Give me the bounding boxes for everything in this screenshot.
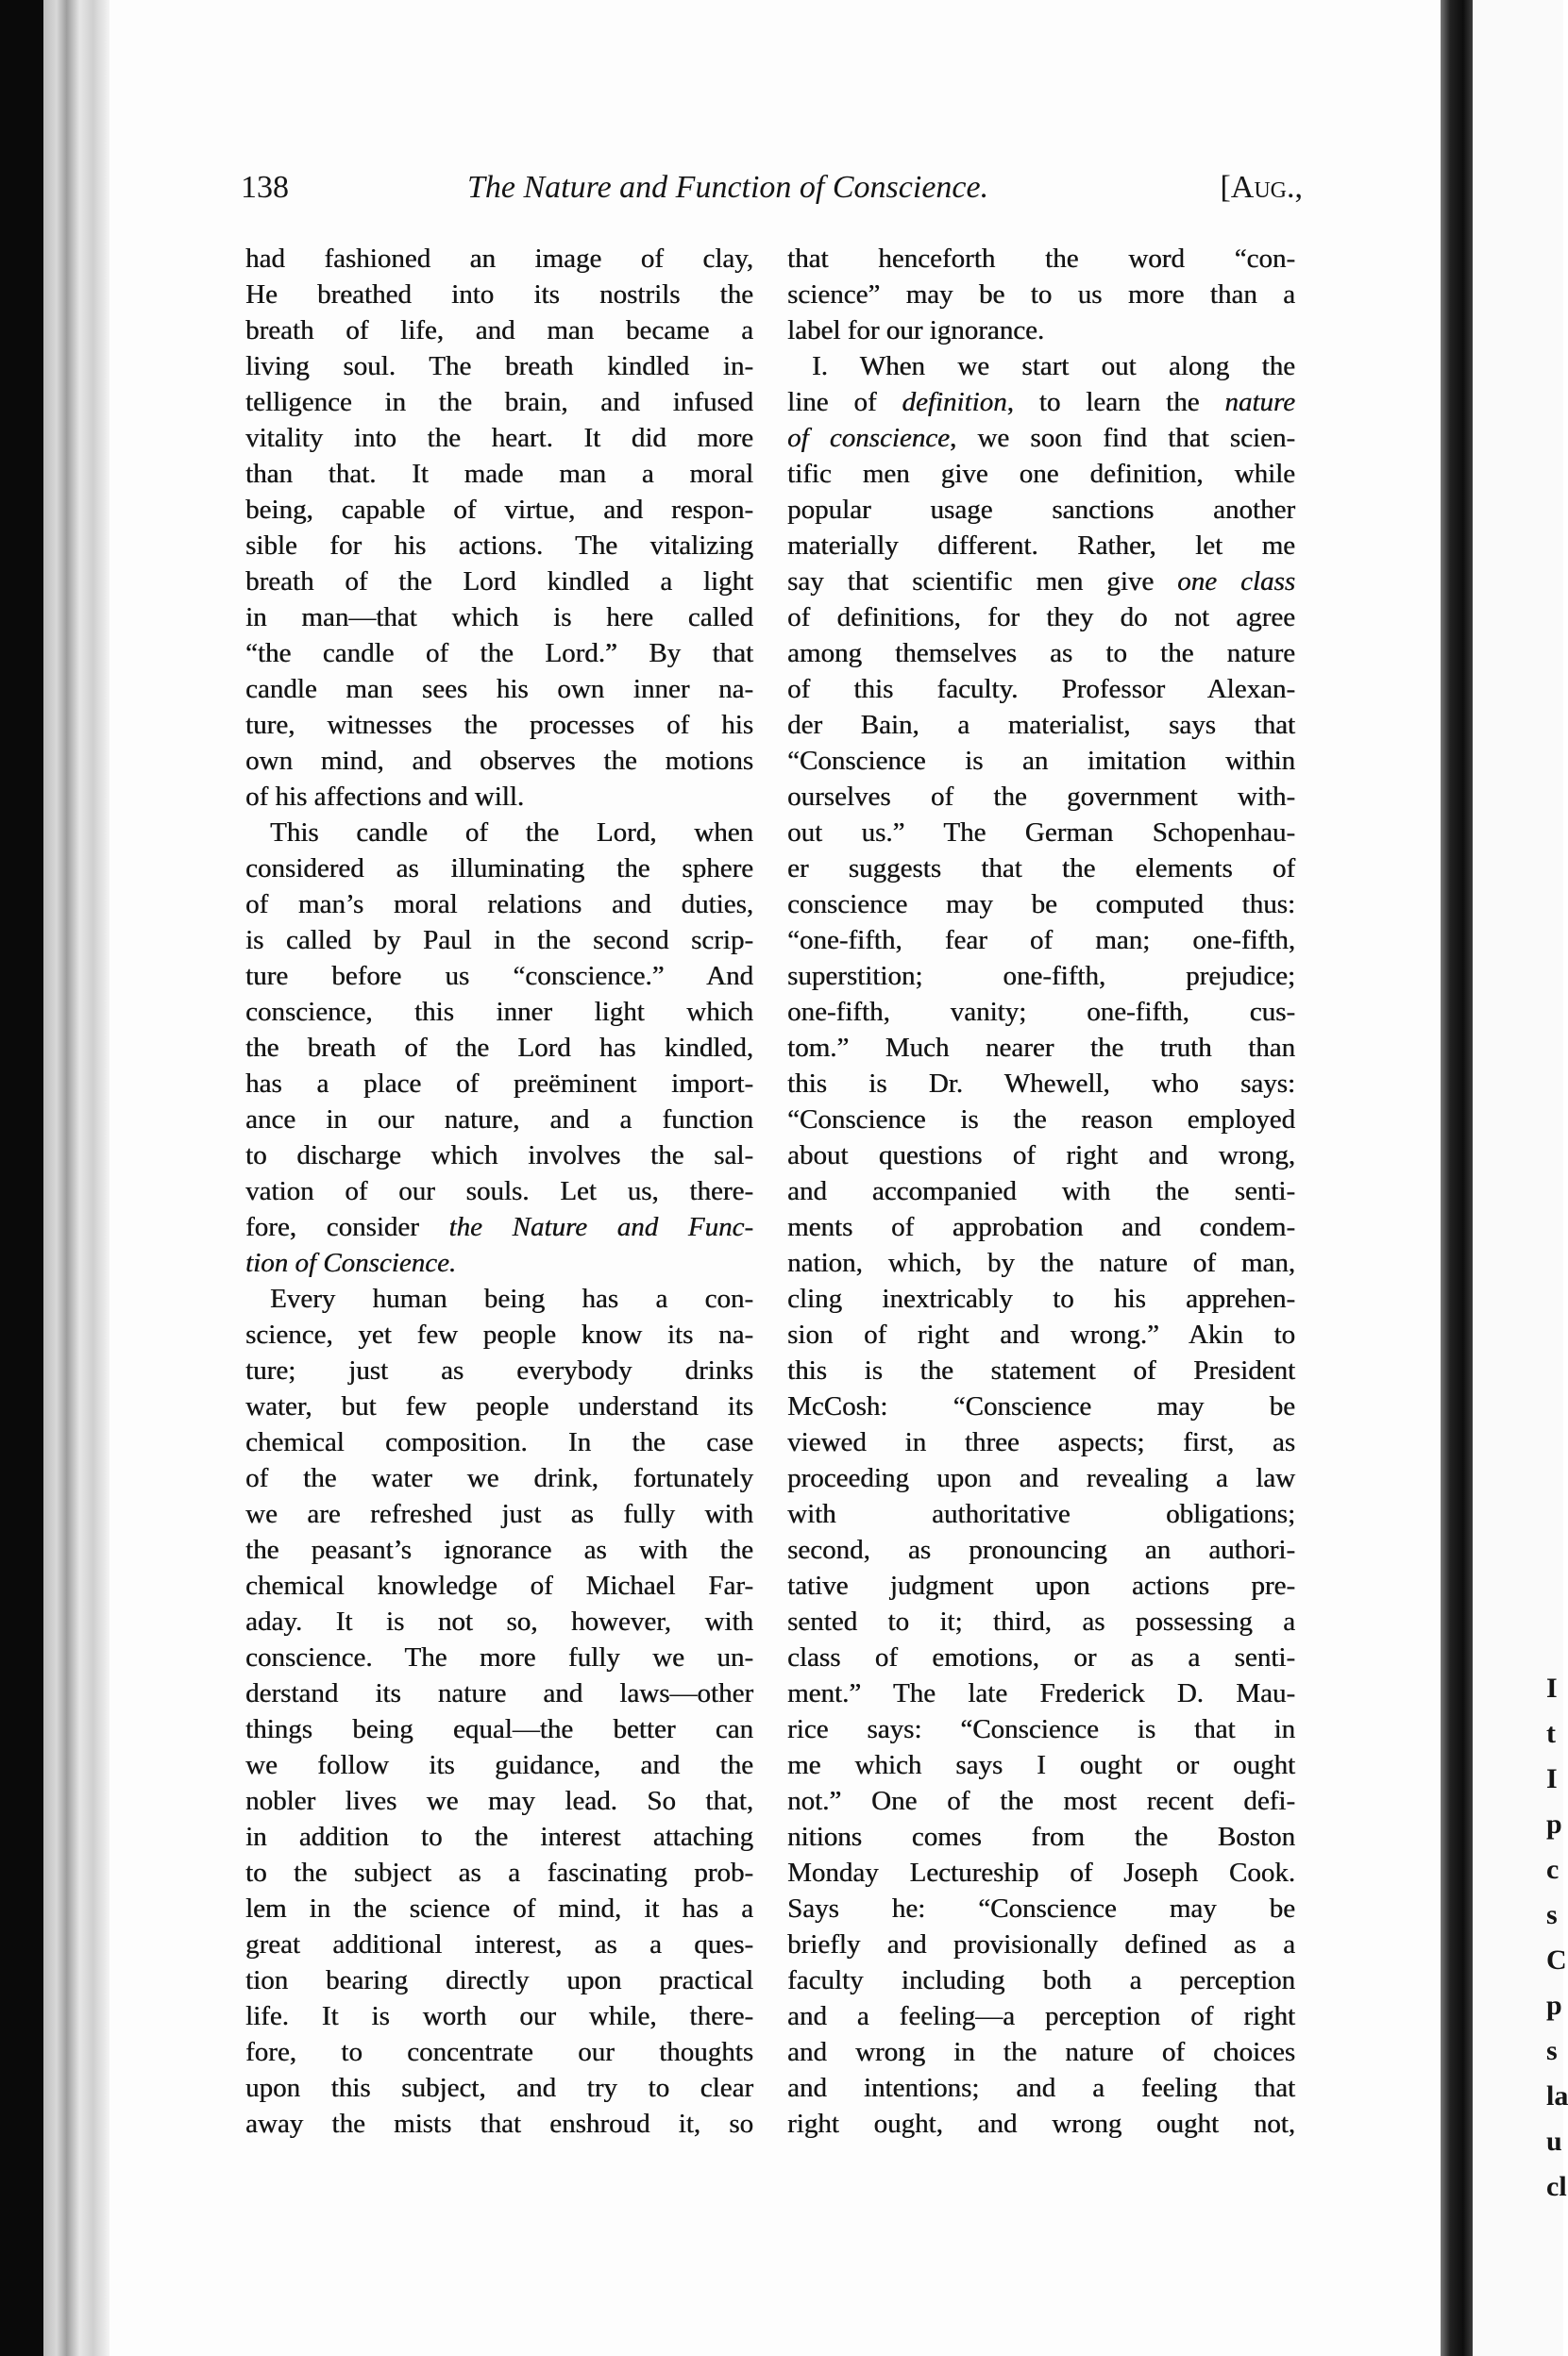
text: than that. It made man a moral: [245, 459, 753, 489]
text: cling inextricably to his apprehen-: [787, 1284, 1295, 1314]
text-line: [245, 1317, 753, 1353]
text-line: [245, 779, 753, 815]
text: with authoritative obligations;: [787, 1499, 1295, 1529]
facing-page-fragment: s: [1546, 1899, 1558, 1930]
text: this is the statement of President: [787, 1355, 1295, 1386]
text-line: [245, 1675, 753, 1711]
text-line: [787, 1353, 1295, 1388]
facing-page-fragment: t: [1546, 1718, 1556, 1749]
text: “the candle of the Lord.” By that: [245, 638, 753, 668]
text: popular usage sanctions another: [787, 495, 1295, 525]
text: of this faculty. Professor Alexan-: [787, 674, 1295, 704]
text-line: [787, 1855, 1295, 1891]
text: about questions of right and wrong,: [787, 1140, 1295, 1170]
text-line: [245, 2034, 753, 2070]
text-line: [787, 1137, 1295, 1173]
text: ture; just as everybody drinks: [245, 1355, 753, 1386]
text: McCosh: “Conscience may be: [787, 1391, 1295, 1422]
text: sible for his actions. The vitalizing: [245, 530, 753, 561]
text: ture, witnesses the processes of his: [245, 710, 753, 740]
text: to discharge which involves the sal-: [245, 1140, 753, 1170]
text-line: [787, 1675, 1295, 1711]
italic-text: the Nature and Func-: [448, 1212, 753, 1242]
text-line: [245, 492, 753, 528]
text: nitions comes from the Boston: [787, 1822, 1295, 1852]
facing-page-fragment: p: [1546, 1809, 1562, 1840]
text: , we soon find that scien-: [949, 423, 1295, 453]
text-line: [787, 1496, 1295, 1532]
text-line: [245, 922, 753, 958]
text-line: [787, 420, 1295, 456]
text: me which says I ought or ought: [787, 1750, 1295, 1780]
facing-page-fragment: cl: [1546, 2171, 1567, 2202]
text-line: [787, 1388, 1295, 1424]
text: nation, which, by the nature of man,: [787, 1248, 1295, 1278]
text: rice says: “Conscience is that in: [787, 1714, 1295, 1744]
text: life. It is worth our while, there-: [245, 2001, 753, 2031]
text: sion of right and wrong.” Akin to: [787, 1320, 1295, 1350]
text-line: [245, 456, 753, 492]
text: second, as pronouncing an authori-: [787, 1535, 1295, 1565]
text-line: [245, 528, 753, 564]
text-line: [245, 1819, 753, 1855]
text: has a place of preëminent import-: [245, 1069, 753, 1099]
text-line: [245, 241, 753, 277]
text: ture before us “conscience.” And: [245, 961, 753, 991]
text: ments of approbation and condem-: [787, 1212, 1295, 1242]
text: upon this subject, and try to clear: [245, 2073, 753, 2103]
text: Monday Lectureship of Joseph Cook.: [787, 1858, 1295, 1888]
text: and accompanied with the senti-: [787, 1176, 1295, 1206]
text-line: [787, 1460, 1295, 1496]
text: we follow its guidance, and the: [245, 1750, 753, 1780]
text-line: [787, 492, 1295, 528]
text-line: [245, 1927, 753, 1962]
text-line: [245, 599, 753, 635]
text-line: [787, 1747, 1295, 1783]
text-line: [787, 1891, 1295, 1927]
text-line: [245, 1640, 753, 1675]
text-line: [787, 2106, 1295, 2142]
text: telligence in the brain, and infused: [245, 387, 753, 417]
text: fore, consider: [245, 1212, 449, 1242]
text: and a feeling—a perception of right: [787, 2001, 1295, 2031]
text: and wrong in the nature of choices: [787, 2037, 1295, 2067]
text: that henceforth the word “con-: [787, 244, 1295, 274]
text-line: [787, 1102, 1295, 1137]
text-line: [245, 1747, 753, 1783]
text-line: [245, 1568, 753, 1604]
text: materially different. Rather, let me: [787, 530, 1295, 561]
text: chemical knowledge of Michael Far-: [245, 1571, 753, 1601]
text-line: [245, 2070, 753, 2106]
text: this is Dr. Whewell, who says:: [787, 1069, 1295, 1099]
text: conscience may be computed thus:: [787, 889, 1295, 919]
text-line: [787, 384, 1295, 420]
text: had fashioned an image of clay,: [245, 244, 753, 274]
text-line: [787, 456, 1295, 492]
text-line: [787, 1066, 1295, 1102]
text-line: [245, 1424, 753, 1460]
text-line: [245, 1998, 753, 2034]
text-line: [787, 850, 1295, 886]
text: the breath of the Lord has kindled,: [245, 1033, 753, 1063]
text-line: [245, 1137, 753, 1173]
left-column: [245, 241, 753, 2142]
text: own mind, and observes the motions: [245, 746, 753, 776]
text: water, but few people understand its: [245, 1391, 753, 1422]
text-line: [245, 1353, 753, 1388]
text: of man’s moral relations and duties,: [245, 889, 753, 919]
text-line: [245, 564, 753, 599]
text-line: [787, 1962, 1295, 1998]
text-line: [245, 994, 753, 1030]
page-gutter: [43, 0, 110, 2356]
text: chemical composition. In the case: [245, 1427, 753, 1457]
text: nobler lives we may lead. So that,: [245, 1786, 753, 1816]
text: sented to it; third, as possessing a: [787, 1607, 1295, 1637]
text-line: [787, 1711, 1295, 1747]
text: science” may be to us more than a: [787, 279, 1295, 310]
facing-page-fragment: I: [1546, 1673, 1558, 1704]
text-line: [787, 2070, 1295, 2106]
text: conscience, this inner light which: [245, 997, 753, 1027]
text-line: [787, 922, 1295, 958]
text-line: [245, 707, 753, 743]
text: not.” One of the most recent defi-: [787, 1786, 1295, 1816]
text: in addition to the interest attaching: [245, 1822, 753, 1852]
facing-page-fragment: u: [1546, 2126, 1562, 2157]
text-line: [245, 1102, 753, 1137]
text-line: [245, 635, 753, 671]
text: the peasant’s ignorance as with the: [245, 1535, 753, 1565]
text-line: [245, 1532, 753, 1568]
text: say that scientific men give: [787, 566, 1178, 597]
text-line: [245, 1460, 753, 1496]
text: “one-fifth, fear of man; one-fifth,: [787, 925, 1295, 955]
text-line: [245, 1388, 753, 1424]
text-line: [245, 1066, 753, 1102]
right-column: [787, 241, 1295, 2142]
text: out us.” The German Schopenhau-: [787, 817, 1295, 848]
text-line: [245, 1209, 753, 1245]
text: der Bain, a materialist, says that: [787, 710, 1295, 740]
text: of definitions, for they do not agree: [787, 602, 1295, 632]
text-line: [787, 1281, 1295, 1317]
text: I. When we start out along the: [812, 351, 1295, 381]
text: away the mists that enshroud it, so: [245, 2109, 753, 2139]
text: things being equal—the better can: [245, 1714, 753, 1744]
text: to the subject as a fascinating prob-: [245, 1858, 753, 1888]
text-line: [245, 312, 753, 348]
text-line: [245, 1245, 753, 1281]
text: tative judgment upon actions pre-: [787, 1571, 1295, 1601]
text-line: [245, 1891, 753, 1927]
text-line: [245, 348, 753, 384]
text: in man—that which is here called: [245, 602, 753, 632]
text-line: [787, 312, 1295, 348]
text-line: [787, 1604, 1295, 1640]
text-line: [245, 743, 753, 779]
text: Every human being has a con-: [270, 1284, 753, 1314]
text: vation of our souls. Let us, there-: [245, 1176, 753, 1206]
running-header: [241, 170, 1303, 211]
text-line: [245, 1173, 753, 1209]
text-line: [787, 348, 1295, 384]
facing-page-fragment: la: [1546, 2080, 1568, 2112]
text-line: [787, 743, 1295, 779]
text-line: [245, 1711, 753, 1747]
facing-page-fragment: p: [1546, 1990, 1562, 2021]
text: among themselves as to the nature: [787, 638, 1295, 668]
text-line: [787, 1424, 1295, 1460]
text: He breathed into its nostrils the: [245, 279, 753, 310]
text-line: [787, 815, 1295, 850]
text: tific men give one definition, while: [787, 459, 1295, 489]
text-line: [787, 1245, 1295, 1281]
text-line: [787, 564, 1295, 599]
text: proceeding upon and revealing a law: [787, 1463, 1295, 1493]
facing-page-fragment: s: [1546, 2035, 1558, 2066]
text: we are refreshed just as fully with: [245, 1499, 753, 1529]
text-line: [245, 384, 753, 420]
italic-text: tion of Conscience.: [245, 1248, 457, 1278]
text: Says he: “Conscience may be: [787, 1893, 1295, 1924]
facing-page-fragment: I: [1546, 1763, 1558, 1794]
text-line: [245, 420, 753, 456]
text-line: [245, 850, 753, 886]
text-line: [787, 958, 1295, 994]
text: breath of life, and man became a: [245, 315, 753, 345]
text: “Conscience is an imitation within: [787, 746, 1295, 776]
text: , to learn the: [1006, 387, 1225, 417]
text-line: [787, 1998, 1295, 2034]
text: living soul. The breath kindled in-: [245, 351, 753, 381]
italic-text: nature: [1224, 387, 1295, 417]
text: and intentions; and a feeling that: [787, 2073, 1295, 2103]
text-line: [245, 1030, 753, 1066]
text: class of emotions, or as a senti-: [787, 1642, 1295, 1673]
text-line: [787, 886, 1295, 922]
text-line: [787, 2034, 1295, 2070]
text-line: [245, 1962, 753, 1998]
text: derstand its nature and laws—other: [245, 1678, 753, 1708]
page-number: 138: [241, 170, 289, 205]
text: science, yet few people know its na-: [245, 1320, 753, 1350]
facing-page-fragment: c: [1546, 1854, 1560, 1885]
running-title: The Nature and Function of Conscience.: [467, 170, 989, 205]
text: breath of the Lord kindled a light: [245, 566, 753, 597]
text: of his affections and will.: [245, 782, 525, 812]
text: er suggests that the elements of: [787, 853, 1295, 884]
text-line: [245, 1855, 753, 1891]
text: considered as illuminating the sphere: [245, 853, 753, 884]
text-line: [787, 635, 1295, 671]
text: lem in the science of mind, it has a: [245, 1893, 753, 1924]
text: right ought, and wrong ought not,: [787, 2109, 1295, 2139]
text-line: [787, 671, 1295, 707]
text: ourselves of the government with-: [787, 782, 1295, 812]
text: candle man sees his own inner na-: [245, 674, 753, 704]
text: is called by Paul in the second scrip-: [245, 925, 753, 955]
text: being, capable of virtue, and respon-: [245, 495, 753, 525]
text-line: [787, 1532, 1295, 1568]
text-line: [245, 1496, 753, 1532]
text-line: [787, 1640, 1295, 1675]
text-line: [787, 1783, 1295, 1819]
text: vitality into the heart. It did more: [245, 423, 753, 453]
text: faculty including both a perception: [787, 1965, 1295, 1995]
italic-text: one class: [1177, 566, 1295, 597]
text-line: [787, 599, 1295, 635]
scan-border: [0, 0, 43, 2356]
text: superstition; one-fifth, prejudice;: [787, 961, 1295, 991]
text-line: [245, 277, 753, 312]
text: ment.” The late Frederick D. Mau-: [787, 1678, 1295, 1708]
text-line: [787, 707, 1295, 743]
text: label for our ignorance.: [787, 315, 1045, 345]
text-line: [787, 528, 1295, 564]
text-line: [245, 886, 753, 922]
text-line: [245, 815, 753, 850]
text-line: [245, 1604, 753, 1640]
italic-text: of conscience: [787, 423, 950, 453]
text: fore, to concentrate our thoughts: [245, 2037, 753, 2067]
text: aday. It is not so, however, with: [245, 1607, 753, 1637]
text-line: [787, 1173, 1295, 1209]
text-line: [787, 779, 1295, 815]
text-line: [787, 1209, 1295, 1245]
text-line: [787, 1030, 1295, 1066]
text: conscience. The more fully we un-: [245, 1642, 753, 1673]
text-line: [787, 1568, 1295, 1604]
text: great additional interest, as a ques-: [245, 1929, 753, 1960]
italic-text: definition: [902, 387, 1007, 417]
text-line: [245, 2106, 753, 2142]
text-line: [245, 958, 753, 994]
text-line: [245, 671, 753, 707]
text-line: [787, 277, 1295, 312]
text: one-fifth, vanity; one-fifth, cus-: [787, 997, 1295, 1027]
book-spine-shadow: [1441, 0, 1473, 2356]
facing-page-fragment: C: [1546, 1944, 1567, 1976]
issue-month: [Aug.,: [1220, 170, 1303, 205]
text-line: [787, 1317, 1295, 1353]
text-line: [787, 241, 1295, 277]
text: viewed in three aspects; first, as: [787, 1427, 1295, 1457]
text: This candle of the Lord, when: [270, 817, 753, 848]
text: “Conscience is the reason employed: [787, 1104, 1295, 1135]
text: tion bearing directly upon practical: [245, 1965, 753, 1995]
text: line of: [787, 387, 902, 417]
text-line: [787, 994, 1295, 1030]
text-line: [245, 1281, 753, 1317]
text-line: [787, 1819, 1295, 1855]
text: ance in our nature, and a function: [245, 1104, 753, 1135]
text: tom.” Much nearer the truth than: [787, 1033, 1295, 1063]
text: of the water we drink, fortunately: [245, 1463, 753, 1493]
text-line: [245, 1783, 753, 1819]
text-line: [787, 1927, 1295, 1962]
text: briefly and provisionally defined as a: [787, 1929, 1295, 1960]
